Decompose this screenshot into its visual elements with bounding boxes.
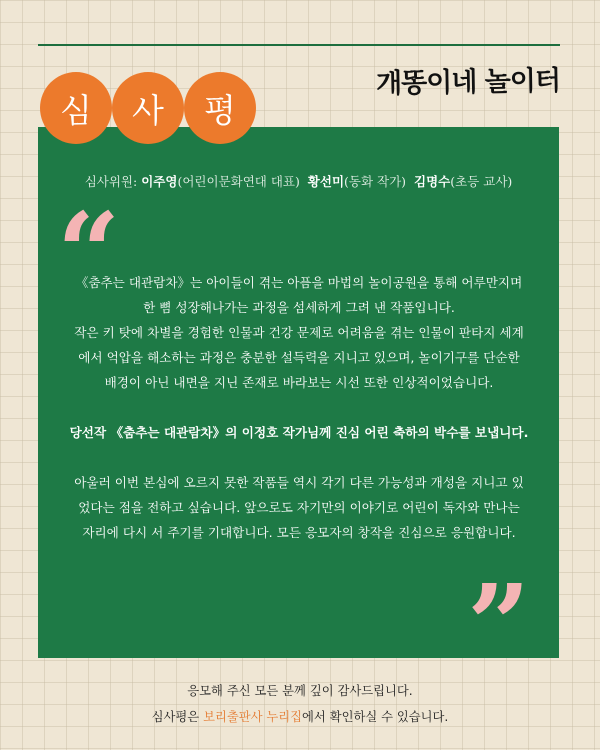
review-body	[58, 270, 540, 545]
brand-logo: 개똥이네 놀이터	[375, 65, 561, 100]
title-char-1: 심	[40, 72, 112, 144]
footer-info	[0, 707, 600, 725]
footer-suffix: 에서 확인하실 수 있습니다.	[302, 710, 449, 724]
judge-role: (어린이문화연대 대표)	[177, 174, 300, 189]
judge-role: (동화 작가)	[344, 174, 407, 189]
judge-name: 이주영	[141, 174, 178, 189]
title-char-2: 사	[112, 72, 184, 144]
footer-prefix: 심사평은	[151, 710, 204, 724]
review-line: 작은 키 탓에 차별을 경험한 인물과 건강 문제로 어려움을 겪는 인물이 판타지 세계	[74, 325, 524, 340]
congratulation-line: 당선작 《춤추는 대관람차》의 이정호 작가님께 진심 어린 축하의 박수를 보냅니다.	[69, 425, 529, 440]
title-char-3: 평	[184, 72, 256, 144]
review-line: 아울러 이번 본심에 오르지 못한 작품들 역시 각기 다른 가능성과 개성을 지니고 있	[74, 475, 524, 490]
review-line: 《춤추는 대관람차》는 아이들이 겪는 아픔을 마법의 놀이공원을 통해 어루만지며	[75, 275, 523, 290]
review-line: 에서 억압을 해소하는 과정은 충분한 설득력을 지니고 있으며, 놀이기구를 단순한	[78, 350, 520, 365]
review-line: 한 뼘 성장해나가는 과정을 섬세하게 그려 낸 작품입니다.	[143, 300, 455, 315]
open-quote-icon: “	[57, 188, 121, 317]
judge-name: 김명수	[414, 174, 451, 189]
footer-thanks: 응모해 주신 모든 분께 깊이 감사드립니다.	[187, 684, 413, 698]
committee-label: 심사위원:	[84, 174, 142, 189]
review-line: 자리에 다시 서 주기를 기대합니다. 모든 응모자의 창작을 진심으로 응원합니다.	[82, 525, 516, 540]
publisher-link[interactable]: 보리출판사 누리집	[203, 710, 303, 724]
top-divider	[38, 44, 560, 46]
review-line: 었다는 점을 전하고 싶습니다. 앞으로도 자기만의 이야기로 어린이 독자와 만나는	[78, 500, 520, 515]
review-line: 배경이 아닌 내면을 지닌 존재로 바라보는 시선 또한 인상적이었습니다.	[104, 375, 494, 390]
judge-name: 황선미	[307, 174, 345, 189]
judge-role: (초등 교사)	[450, 174, 513, 189]
close-quote-icon: ”	[467, 560, 531, 689]
